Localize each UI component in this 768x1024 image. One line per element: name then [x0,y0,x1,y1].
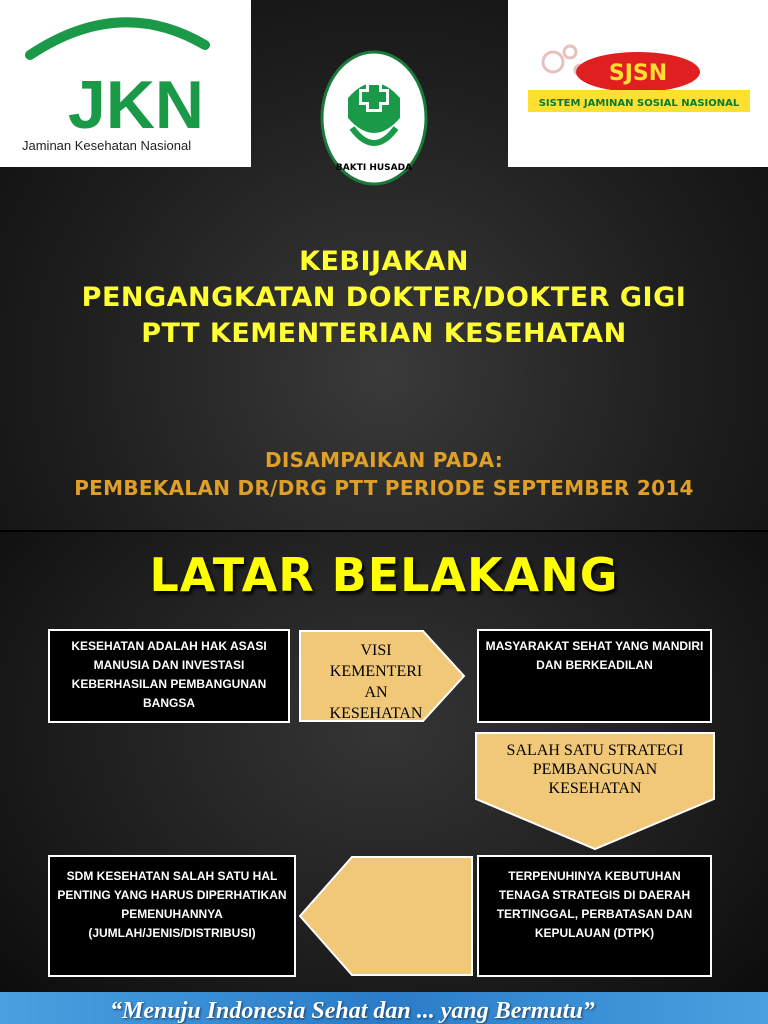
left-arrow-shape [300,857,472,975]
jkn-caption: Jaminan Kesehatan Nasional [22,138,192,153]
box-sdm: SDM KESEHATAN SALAH SATU HAL PENTING YANG HARUS DIPERHATIKAN PEMENUHANNYA (JUMLAH/JENIS/DISTRIBUSI) [48,855,296,977]
slide-heading: LATAR BELAKANG [149,548,619,602]
title-line-1: KEBIJAKAN [299,246,469,277]
strategy-line-1: SALAH SATU STRATEGI [506,742,684,759]
box-vision: MASYARAKAT SEHAT YANG MANDIRI DAN BERKEADILAN [477,629,712,723]
strategy-line-2: PEMBANGUNAN [532,761,658,778]
strategy-line-3: KESEHATAN [548,780,642,797]
bakti-husada-text: BAKTI HUSADA [335,163,413,173]
sjsn-logo [508,0,768,167]
title-line-2: PENGANGKATAN DOKTER/DOKTER GIGI [81,282,687,313]
banner-slogan: “Menuju Indonesia Sehat dan ... yang Bermutu” [110,998,595,1024]
jkn-letters: JKN [68,67,205,143]
jkn-logo-graphic [0,0,251,167]
title-line-3: PTT KEMENTERIAN KESEHATAN [141,318,627,349]
sjsn-logo-graphic [508,0,768,167]
box-dtpk-needs: TERPENUHINYA KEBUTUHAN TENAGA STRATEGIS DI DAERAH TERTINGGAL, PERBATASAN DAN KEPULAUAN (DTPK) [477,855,712,977]
visi-line-2: KEMENTERI [329,663,423,680]
visi-line-1: VISI [360,642,392,659]
box-human-right: KESEHATAN ADALAH HAK ASASI MANUSIA DAN INVESTASI KEBERHASILAN PEMBANGUNAN BANGSA [48,629,290,723]
jkn-logo [0,0,251,167]
sjsn-letters: SJSN [608,61,668,86]
subtitle-line-2: PEMBEKALAN DR/DRG PTT PERIODE SEPTEMBER 2014 [74,476,694,500]
visi-arrow [298,629,468,723]
bakti-husada-logo [318,48,430,192]
visi-line-4: KESEHATAN [329,705,423,722]
strategy-arrow [474,731,716,851]
jkn-arc [30,22,205,55]
subtitle-line-1: DISAMPAIKAN PADA: [264,448,504,472]
sjsn-caption: SISTEM JAMINAN SOSIAL NASIONAL [538,98,740,109]
bottom-banner [0,992,768,1024]
left-arrow [296,855,476,977]
visi-line-3: AN [364,684,388,701]
